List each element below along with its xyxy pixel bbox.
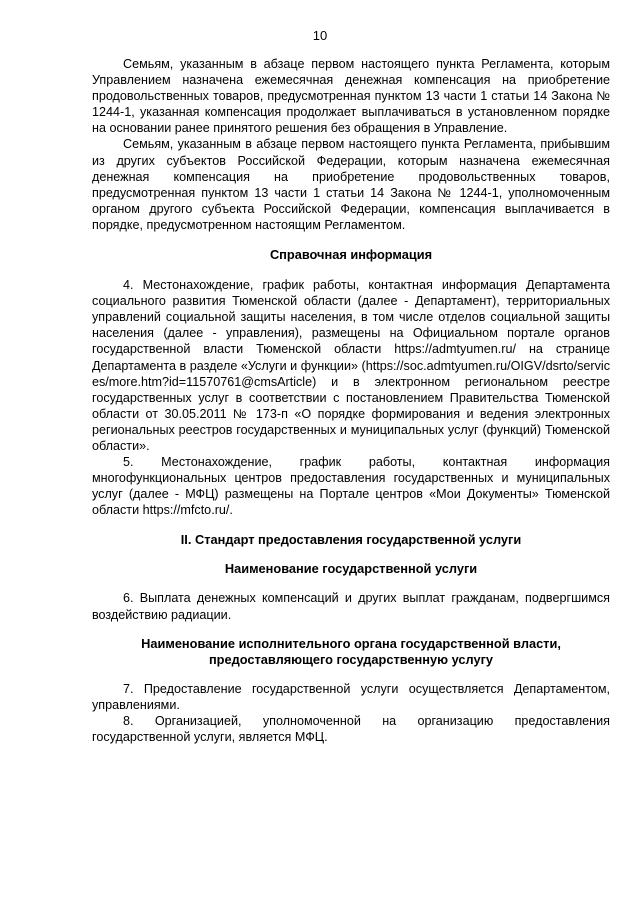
document-body — [92, 56, 610, 745]
heading-executive-body: Наименование исполнительного органа государственной власти, предоставляющего государственную услугу — [141, 635, 561, 667]
paragraph-item-6: 6. Выплата денежных компенсаций и других выплат гражданам, подвергшимся воздействию радиации. — [92, 591, 610, 622]
spacer — [92, 668, 610, 681]
paragraph-item-5: 5. Местонахождение, график работы, контактная информация многофункциональных центров предоставления государственных и муниципальных услуг (далее - МФЦ) размещены на Портале центров «Мои Документы» Тюменской области https://mfcto.ru/. — [92, 455, 610, 518]
spacer — [92, 263, 610, 277]
heading-service-name: Наименование государственной услуги — [224, 561, 478, 577]
paragraph-item-7: 7. Предоставление государственной услуги осуществляется Департаментом, управлениями. — [92, 681, 610, 712]
page-number: 10 — [312, 28, 328, 43]
spacer — [92, 623, 610, 636]
spacer — [92, 577, 610, 590]
spacer — [92, 518, 610, 532]
item-4-text-b: и в электронном региональном реестре государственных услуг в соответствии с постановлением Правительства Тюменской области от 30.05.2011 № 173-п «О порядке формирования и ведения электронных региональных реестров государственных и муниципальных услуг (функций) Тюменской области». — [92, 374, 610, 453]
paragraph-family-other-subjects: Семьям, указанным в абзаце первом настоящего пункта Регламента, прибывшим из других субъектов Российской Федерации, которым назначена ежемесячная денежная компенсация на приобретение продовольственных товаров, предусмотренная пунктом 13 части 1 статьи 14 Закона № 1244-1, уполномоченным органом другого субъекта Российской Федерации, компенсация выплачивается в порядке, предусмотренном настоящим Регламентом. — [92, 137, 610, 232]
paragraph-item-8: 8. Организацией, уполномоченной на организацию предоставления государственной услуги, является МФЦ. — [92, 713, 610, 744]
heading-section-2: II. Стандарт предоставления государственной услуги — [180, 532, 522, 548]
spacer — [92, 548, 610, 561]
spacer — [92, 233, 610, 247]
department-services-link[interactable]: (https://soc.admtyumen.ru/OIGV/dsrto/services/more.htm?id=11570761@cmsArticle) — [92, 358, 610, 389]
item-4-text-a: 4. Местонахождение, график работы, контактная информация Департамента социального развития Тюменской области (далее - Департамент), территориальных управлений социальной защиты населения, в том числе отделов социальной защиты населения (далее - управления), размещены на Официальном портале органов государственной власти Тюменской области https://admtyumen.ru/ на странице Департамента в разделе «Услуги и функции» — [92, 278, 610, 373]
paragraph-item-4 — [92, 277, 610, 454]
paragraph-family-compensation: Семьям, указанным в абзаце первом настоящего пункта Регламента, которым Управлением назначена ежемесячная денежная компенсация на приобретение продовольственных товаров, предусмотренная пунктом 13 части 1 статьи 14 Закона № 1244-1, указанная компенсация продолжает выплачиваться в установленном порядке на основании ранее принятого решения без обращения в Управление. — [92, 57, 610, 136]
heading-reference-info: Справочная информация — [269, 247, 433, 263]
